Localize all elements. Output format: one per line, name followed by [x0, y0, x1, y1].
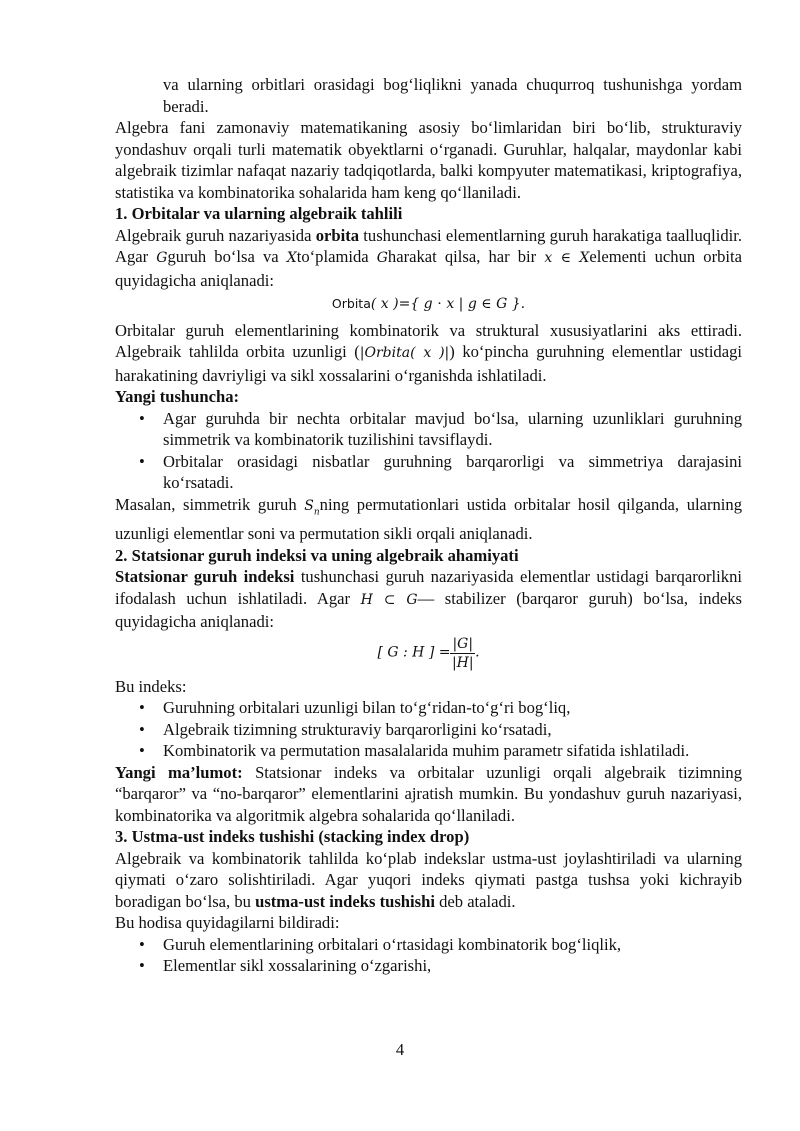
list-item — [115, 408, 742, 451]
text-run: to‘plamida — [296, 247, 377, 266]
math-sub-n: n — [313, 506, 320, 517]
symmetric-group-paragraph — [115, 494, 742, 545]
section-2-heading: 2. Statsionar guruh indeksi va uning algebraik ahamiyati — [115, 545, 519, 565]
list-item-text: Elementlar sikl xossalarining o‘zgarishi, — [163, 956, 432, 976]
list-item — [115, 451, 742, 494]
text-run: guruh bo‘lsa va — [167, 247, 287, 266]
orbit-definition-paragraph — [115, 225, 742, 292]
list-item-text: Orbitalar orasidagi nisbatlar guruhning barqarorligi va simmetriya darajasini ko‘rsatadi. — [163, 451, 742, 492]
text-run: Statsionar indeks va orbitalar uzunligi orqali algebraik tizimning “barqaror” va “no-barqaror” elementlarini ajratish mumkin. Bu yondashuv guruh nazariyasi, kombinatorika va algoritmik algebra sohalarida qo‘llaniladi. — [115, 762, 742, 825]
list-item-text: Guruhning orbitalari uzunligi bilan to‘g‘ridan-to‘g‘ri bog‘liq, — [163, 698, 571, 718]
index-formula — [115, 635, 742, 672]
text-run: tushunchasi elementlarning guruh harakatiga taalluqlidir. Agar — [115, 225, 742, 266]
intro-continuation: va ularning orbitlari orasidagi bog‘liqlikni yanada chuqurroq tushunishga yordam beradi. — [163, 75, 742, 116]
phenomenon-label: Bu hodisa quyidagilarni bildiradi: — [115, 913, 340, 933]
fraction-numerator: |G| — [452, 635, 474, 652]
index-properties-list — [115, 697, 742, 762]
text-run: tushunchasi guruh nazariyasida elementlar ustidagi barqarorlikni ifodalash uchun ishlatiladi. Agar — [115, 567, 742, 608]
formula-lhs: [ G : H ] = — [377, 644, 451, 661]
math-h-subset-g: H ⊂ G — [360, 591, 418, 608]
new-info-paragraph — [115, 762, 742, 827]
orbit-length-expr: |Orbita( x )| — [359, 345, 450, 361]
new-info-label: Yangi ma’lumot: — [115, 762, 243, 782]
list-item — [115, 955, 742, 977]
math-s: S — [304, 497, 314, 514]
math-x-in-x: x ∈ X — [544, 250, 590, 266]
list-item — [115, 934, 742, 956]
list-item-text: Kombinatorik va permutation masalalarida muhim parametr sifatida ishlatiladi. — [163, 741, 690, 761]
formula-rest: ( x )={ g ⋅ x | g ∈ G }. — [370, 296, 526, 312]
phenomenon-list — [115, 934, 742, 977]
bullet-icon: • — [139, 698, 145, 718]
stationary-index-term: Statsionar guruh indeksi — [115, 567, 295, 587]
text-run: Masalan, simmetrik guruh — [115, 494, 305, 514]
orbit-formula — [115, 293, 742, 316]
list-item — [115, 719, 742, 741]
text-run: — stabilizer (barqaror guruh) bo‘lsa, indeks quyidagicha aniqlanadi: — [115, 588, 742, 632]
section-1-heading: 1. Orbitalar va ularning algebraik tahlili — [115, 204, 403, 223]
fraction — [450, 635, 475, 672]
stacking-paragraph — [115, 848, 742, 913]
math-x: X — [286, 250, 297, 266]
stationary-index-paragraph — [115, 566, 742, 633]
text-run: ning permutationlari ustida orbitalar hosil qilganda, ularning uzunligi elementlar soni va permutation sikli orqali aniqlanadi. — [115, 494, 742, 544]
formula-end: . — [475, 644, 480, 661]
orbita-term: orbita — [315, 225, 360, 245]
bu-indeks-label: Bu indeks: — [115, 676, 187, 696]
text-run: elementi uchun orbita quyidagicha aniqlanadi: — [115, 247, 742, 290]
text-run: Algebraik guruh nazariyasida — [115, 225, 316, 245]
list-item-text: Algebraik tizimning strukturaviy barqarorligini ko‘rsatadi, — [163, 719, 552, 739]
math-g: G — [156, 250, 168, 266]
fraction-denominator: |H| — [451, 654, 474, 671]
bullet-icon: • — [139, 956, 145, 976]
bullet-icon: • — [139, 719, 145, 739]
text-run: ) ko‘pincha guruhning elementlar ustidagi harakatining davriyligi va sikl xossalarini o‘rganishda ishlatiladi. — [115, 342, 742, 385]
new-concept-list — [115, 408, 742, 494]
text-run: harakat qilsa, har bir — [387, 247, 545, 266]
bullet-icon: • — [139, 741, 145, 761]
new-concept-label: Yangi tushuncha: — [115, 387, 240, 406]
list-item-text: Agar guruhda bir nechta orbitalar mavjud bo‘lsa, ularning uzunliklari guruhning simmetrik va kombinatorik tuzilishini tavsiflaydi. — [163, 408, 742, 449]
text-run: Algebraik va kombinatorik tahlilda ko‘plab indekslar ustma-ust joylashtiriladi va ularning qiymati o‘zaro solishtiriladi. Agar yuqori indeks qiymati pastga tushsa yoki kichrayib boradigan bo‘lsa, bu — [115, 848, 742, 911]
formula-word: Orbita — [331, 296, 371, 311]
stacking-term: ustma-ust indeks tushishi — [255, 891, 435, 911]
text-run: Orbitalar guruh elementlarining kombinatorik va struktural xususiyatlarini aks ettiradi. Algebraik tahlilda orbita uzunligi ( — [115, 320, 742, 361]
bullet-icon: • — [139, 451, 145, 471]
orbit-length-paragraph — [115, 320, 742, 387]
text-run: deb ataladi. — [434, 891, 516, 911]
list-item — [115, 740, 742, 762]
list-item-text: Guruh elementlarining orbitalari o‘rtasidagi kombinatorik bog‘liqlik, — [163, 934, 622, 954]
section-3-heading: 3. Ustma-ust indeks tushishi (stacking index drop) — [115, 827, 470, 847]
math-g: G — [376, 250, 388, 266]
bullet-icon: • — [139, 934, 145, 954]
document-body — [115, 74, 742, 977]
list-item — [115, 697, 742, 719]
algebra-paragraph: Algebra fani zamonaviy matematikaning asosiy bo‘limlaridan biri bo‘lib, strukturaviy yondashuv orqali turli matematik obyektlarni o‘rganadi. Guruhlar, halqalar, maydonlar kabi algebraik tizimlar nafaqat nazariy tadqiqotlarda, balki kompyuter matematikasi, kriptografiya, statistika va kombinatorika sohalarida ham keng qo‘llaniladi. — [115, 118, 742, 202]
bullet-icon: • — [139, 408, 145, 428]
page-number: 4 — [395, 1040, 405, 1059]
